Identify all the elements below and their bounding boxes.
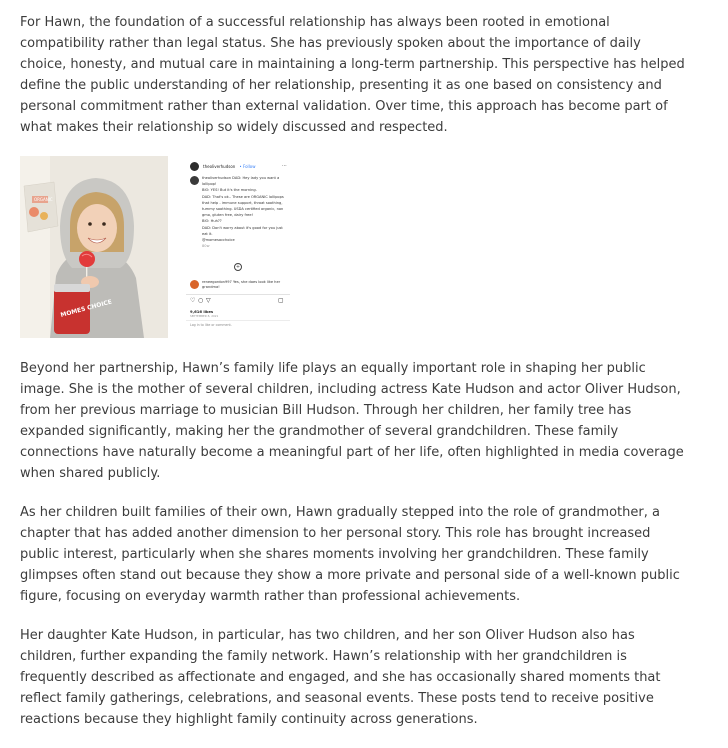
instagram-embed[interactable]	[20, 156, 287, 338]
bag-label: ORGANIC	[34, 197, 53, 202]
load-more-comments-icon[interactable]: +	[235, 264, 241, 270]
bookmark-icon[interactable]: ▢	[278, 297, 284, 304]
paragraph-grandchildren: Her daughter Kate Hudson, in particular, has two children, and her son Oliver Hudson also has children, further expanding the family network. Hawn’s relationship with her grandchildren is frequently described as affectionate and engaged, and she has occasionally shared moments that reflect family gatherings, celebrations, and seasonal events. These posts tend to receive positive reactions because they highlight family continuity across generations.	[20, 628, 661, 727]
ig-avatar[interactable]	[190, 162, 199, 171]
ig-actions-bar	[190, 297, 286, 305]
ig-caption	[190, 175, 286, 249]
share-icon[interactable]: ▽	[206, 297, 211, 304]
ig-caption-text: theoliverhudson DAD: Hey lady you want a lollipop! BIO: YES! But it's the morning. DAD: That's ok.. These are ORGANIC lollipops that help - immune support, throat soothing, tummy soothing. USDA certified organic, non gmo, gluten free, dairy free! BIO: Huh?? DAD: Don't worry about it's good for you just eat it. @momesacchoice	[202, 176, 284, 243]
ig-commenter-avatar	[190, 280, 199, 289]
paragraph-relationship: For Hawn, the foundation of a successful relationship has always been rooted in emotional compatibility rather than legal status. She has previously spoken about the importance of daily choice, honesty, and mutual care in maintaining a long-term partnership. This perspective has helped define the public understanding of her relationship, presenting it as one based on consistency and personal commitment rather than external validation. Over time, this approach has become part of what makes their relationship so widely discussed and respected.	[20, 15, 685, 135]
divider	[186, 294, 290, 295]
paragraph-family-life: Beyond her partnership, Hawn’s family life plays an equally important role in shaping her public image. She is the mother of several children, including actress Kate Hudson and actor Oliver Hudson, from her previous marriage to musician Bill Hudson. Through her children, her family tree has expanded significantly, making her the grandmother of several grandchildren. These family connections have naturally become a meaningful part of her life, often highlighted in media coverage when shared publicly.	[20, 361, 684, 481]
ig-caption-age: 80w	[202, 244, 210, 249]
more-options-icon[interactable]: ···	[282, 163, 287, 169]
ig-header	[190, 159, 256, 173]
comment-icon[interactable]: ○	[198, 297, 204, 304]
instagram-post-panel	[186, 156, 290, 338]
photo-girl-with-lollipop	[20, 156, 168, 338]
heart-icon[interactable]: ♡	[190, 297, 196, 304]
ig-likes-count: 9,616 likes	[190, 309, 214, 314]
jar-label: MOMES CHOICE	[59, 298, 113, 319]
ig-login-link[interactable]: Log in to like or comment.	[190, 323, 232, 327]
ig-comment-text: reneegordon997 Yes, she does look like her grandma!	[202, 280, 281, 289]
paragraph-grandmother-role: As her children built families of their own, Hawn gradually stepped into the role of grandmother, a chapter that has added another dimension to her personal story. This role has brought increased public interest, particularly when she shares moments involving her grandchildren. These family glimpses often stand out because they show a more private and personal side of a well-known public figure, focusing on everyday warmth rather than professional achievements.	[20, 505, 680, 604]
ig-caption-avatar	[190, 176, 199, 185]
ig-post-date: SEPTEMBER 8, 2021	[190, 314, 219, 318]
ig-username[interactable]: theoliverhudson	[203, 163, 236, 169]
photo-illustration	[20, 156, 168, 338]
ig-follow-button[interactable]: • Follow	[239, 163, 256, 169]
ig-comment	[190, 280, 286, 290]
divider	[186, 320, 290, 321]
article-body	[20, 12, 690, 748]
